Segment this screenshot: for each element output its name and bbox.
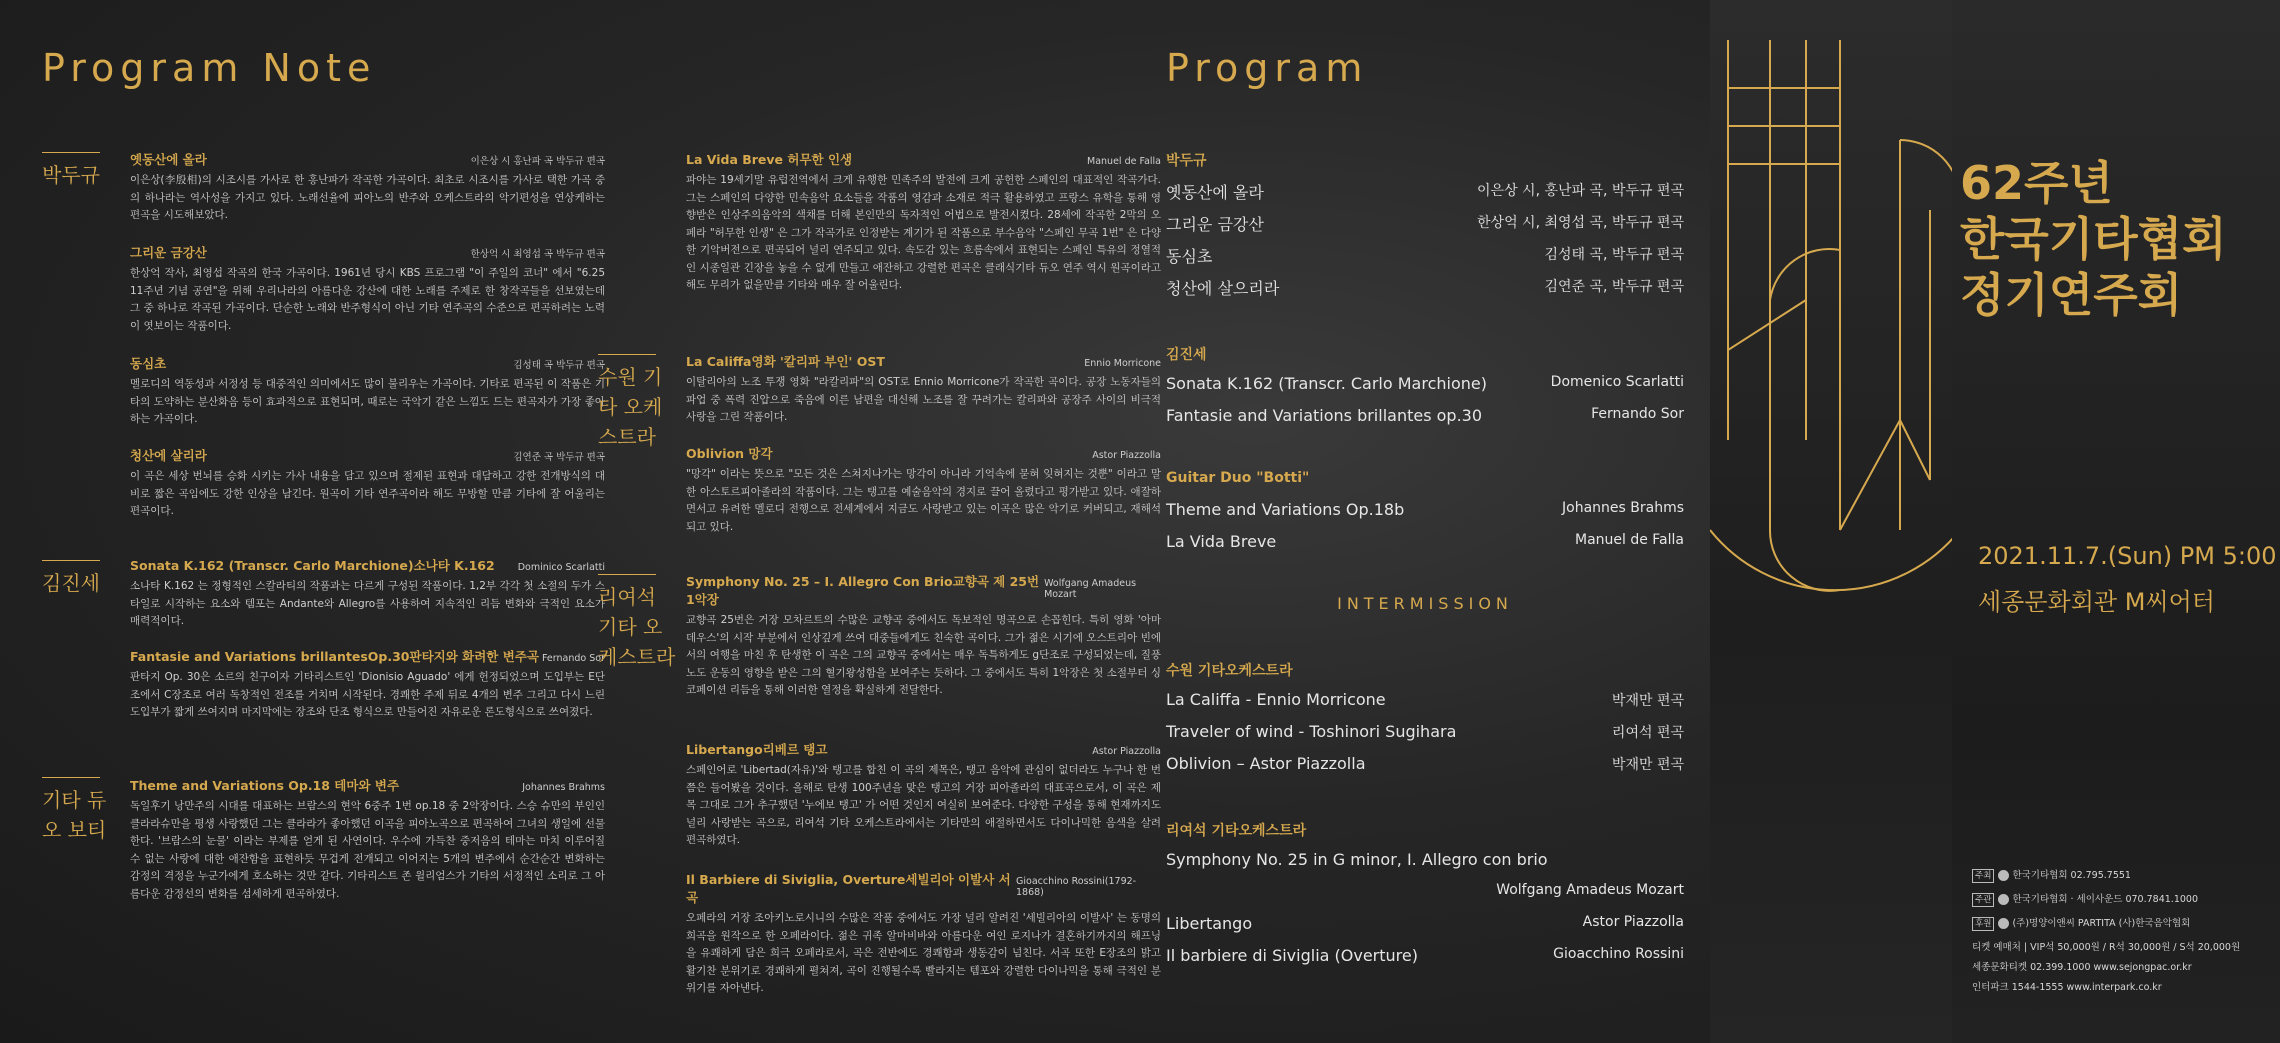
program-piece: La Vida Breve bbox=[1166, 532, 1277, 551]
note-entry bbox=[686, 870, 1161, 998]
program-credit: 한상억 시, 최영섭 곡, 박두규 편곡 bbox=[1477, 215, 1684, 231]
note-entry bbox=[130, 647, 605, 722]
info-text: (주)명양이앤씨 PARTITA (사)한국음악협회 bbox=[2012, 918, 2191, 929]
note-entry bbox=[686, 572, 1161, 700]
note-entry-credits: Gioacchino Rossini(1792-1868) bbox=[1016, 876, 1137, 898]
note-entry-title: 동심초 bbox=[130, 356, 167, 371]
decorative-panel bbox=[1710, 0, 1960, 1043]
info-key: 후원 bbox=[1972, 917, 1994, 931]
intermission-label: INTERMISSION bbox=[1337, 594, 1513, 613]
note-entry-title: Fantasie and Variations brillantesOp.30판타지와 화려한 변주곡 bbox=[130, 649, 539, 664]
program-performer: Guitar Duo "Botti" bbox=[1166, 470, 1310, 486]
cover-title-line: 정기연주회 bbox=[1960, 268, 2183, 322]
program-performer: 김진세 bbox=[1166, 347, 1207, 363]
program-credit: 박재만 편곡 bbox=[1611, 757, 1684, 773]
section-label-botti: 기타 듀오 보티 bbox=[42, 785, 122, 845]
note-entry-credits: Astor Piazzolla bbox=[1092, 450, 1161, 461]
note-entry-body: 이 곡은 세상 번뇌를 승화 시키는 가사 내용을 담고 있으며 절제된 표현과 대담하고 강한 전개방식의 대비로 짧은 곡임에도 강한 인상을 남긴다. 원곡이 기타 연주곡이라 해도 무방할 만큼 기타에 잘 어울리는 편곡이다. bbox=[130, 470, 605, 517]
program-item bbox=[1166, 500, 1684, 519]
note-entry-title: Sonata K.162 (Transcr. Carlo Marchione)소나타 K.162 bbox=[130, 558, 495, 573]
cover-title-line: 62주년 bbox=[1960, 156, 2113, 210]
note-entry-body: 멜로디의 역동성과 서정성 등 대중적인 의미에서도 많이 불리우는 가곡이다. 기타로 편곡된 이 작품은 기타의 도약하는 분산화음 등이 효과적으로 표현되며, 때로는 국악기 같은 느낌도 드는 편곡자가 가장 좋아하는 가곡이다. bbox=[130, 378, 605, 425]
note-entry-body: 판타지 Op. 30은 소르의 친구이자 기타리스트인 'Dionisio Aguado' 에게 헌정되었으며 도입부는 E단조에서 C장조로 여러 독창적인 전조를 거치며 시작된다. 경쾌한 주제 뒤로 4개의 변주 그리고 다시 느린 도입부가 짧게 쓰여지며 마지막에는 장조와 단조 형식으로 만들어진 자유로운 론도형식으로 쓰여졌다. bbox=[130, 671, 605, 718]
note-entry-title: 청산에 살리라 bbox=[130, 448, 207, 463]
program-item bbox=[1166, 406, 1684, 425]
ticket-sejong: 세종문화티켓 02.399.1000 www.sejongpac.or.kr bbox=[1972, 962, 2192, 973]
program-credit: Astor Piazzolla bbox=[1582, 914, 1684, 930]
program-credit: 김성태 곡, 박두규 편곡 bbox=[1544, 247, 1684, 263]
program-piece: Il barbiere di Siviglia (Overture) bbox=[1166, 946, 1418, 965]
note-entry-body: 한상억 작사, 최영섭 작곡의 한국 가곡이다. 1961년 당시 KBS 프로그램 "이 주일의 코너" 에서 "6.25 11주년 기념 공연"을 위해 우리나라의 아름다운 강산에 대한 노래를 주제로 한 창작곡들을 선보였는데 그 중 하나로 작곡된 가곡이다. 단순한 노래와 반주형식이 아닌 기타 연주곡의 수준으로 편곡하려는 노력이 엿보이는 작품이다. bbox=[130, 267, 605, 332]
program-credit: 김연준 곡, 박두규 편곡 bbox=[1544, 279, 1684, 295]
association-logo-icon bbox=[1998, 894, 2009, 905]
note-entry-title: Symphony No. 25 – I. Allegro Con Brio교향곡 제 25번 1악장 bbox=[686, 574, 1040, 607]
note-entry-credits: Dominico Scarlatti bbox=[517, 562, 605, 573]
section-label-suwon: 수원 기타 오케스트라 bbox=[598, 362, 678, 452]
program-title: Program bbox=[1166, 46, 1369, 90]
note-entry bbox=[686, 740, 1161, 850]
program-piece: Fantasie and Variations brillantes op.30 bbox=[1166, 406, 1483, 425]
program-piece: Sonata K.162 (Transcr. Carlo Marchione) bbox=[1166, 374, 1487, 393]
program-credit: Domenico Scarlatti bbox=[1550, 374, 1684, 390]
program-piece: Symphony No. 25 in G minor, I. Allegro con brio bbox=[1166, 850, 1548, 869]
note-entry-title: La Vida Breve 허무한 인생 bbox=[686, 152, 853, 167]
program-item bbox=[1166, 850, 1684, 869]
note-entry bbox=[686, 352, 1161, 427]
note-entry-title: 옛동산에 올라 bbox=[130, 152, 207, 167]
program-credit: 리여석 편곡 bbox=[1611, 725, 1684, 741]
program-piece: Theme and Variations Op.18b bbox=[1166, 500, 1405, 519]
note-entry-title: Theme and Variations Op.18 테마와 변주 bbox=[130, 778, 400, 793]
program-piece: 그리운 금강산 bbox=[1166, 215, 1264, 234]
note-entry-title: Il Barbiere di Siviglia, Overture세빌리아 이발사 서곡 bbox=[686, 872, 1011, 905]
program-piece: Traveler of wind - Toshinori Sugihara bbox=[1166, 722, 1457, 741]
program-item bbox=[1166, 244, 1684, 267]
note-entry bbox=[130, 556, 605, 631]
program-item bbox=[1166, 754, 1684, 774]
program-piece: La Califfa - Ennio Morricone bbox=[1166, 690, 1386, 709]
guitar-strings-ornament bbox=[1710, 0, 1960, 1043]
note-entry-credits: Astor Piazzolla bbox=[1092, 746, 1161, 757]
section-label-kim: 김진세 bbox=[42, 568, 100, 598]
note-entry bbox=[686, 444, 1161, 536]
info-text: 한국기타협회 02.795.7551 bbox=[2012, 870, 2131, 881]
note-entry-body: "망각" 이라는 뜻으로 "모든 것은 스쳐지나가는 망각이 아니라 기억속에 묻혀 잊혀지는 것뿐" 이라고 말한 아스토르피아졸라의 작품이다. 그는 탱고를 예술음악의 경지로 끌어 올렸다고 평가받고 있다. 애잘하면서고 유려한 멜로디 전행으로 전세계에서 지금도 사랑받고 있는 이곡은 많은 악기로 커버되고, 재해석되고 있다. bbox=[686, 468, 1161, 533]
note-entry-title: Libertango리베르 탱고 bbox=[686, 742, 828, 757]
note-entry-credits: Wolfgang Amadeus Mozart bbox=[1044, 578, 1137, 600]
note-entry bbox=[130, 446, 605, 521]
note-entry-body: 소나타 K.162 는 정형적인 스칼라티의 작품과는 다르게 구성된 작품이다. 1,2부 각각 첫 소절의 두가 스타일로 시작하는 요소와 템포는 Andante와 Allegro를 사용하여 지속적인 리듬 변화와 극적인 요소가 매력적이다. bbox=[130, 580, 605, 627]
note-entry-body: 파야는 19세기말 유럽전역에서 크게 유행한 민족주의 발전에 크게 공헌한 스페인의 대표적인 작곡가다. 그는 스페인의 다양한 민속음악 요소들을 작품의 영감과 소재로 적극 활용하였고 프랑스 유학을 통해 영향받은 인상주의음악의 색채를 더해 본인만의 독자적인 어법으로 발전시켰다. 28세에 작곡한 2막의 오페라 "허무한 인생" 은 그가 작곡가로 인정받는 계기가 된 작품으로 부수음악 "스페인 무곡 1번" 은 다양한 기악버전으로 편곡되어 널리 연주되고 있다. 속도감 있는 흐름속에서 표현되는 스페인 특유의 정열적인 시종일관 긴장을 놓을 수 없게 만들고 애잔하고 강렬한 편곡은 클래식기타 듀오 연주 역시 원곡이라고 해도 무리가 없을만큼 기타와 매우 잘 어울린다. bbox=[686, 174, 1161, 291]
cover-info-host bbox=[1972, 866, 2131, 886]
note-entry bbox=[130, 243, 605, 335]
cover-title-line: 한국기타협회 bbox=[1960, 212, 2227, 266]
program-piece: Oblivion – Astor Piazzolla bbox=[1166, 754, 1366, 773]
program-performer: 박두규 bbox=[1166, 153, 1207, 169]
cover-info-organizer bbox=[1972, 890, 2198, 910]
program-piece: 옛동산에 올라 bbox=[1166, 183, 1264, 202]
cover-info-sponsor bbox=[1972, 914, 2190, 934]
note-entry-credits: Fernando Sor bbox=[541, 653, 605, 664]
program-item bbox=[1166, 882, 1684, 898]
concert-venue: 세종문화회관 M씨어터 bbox=[1978, 588, 2215, 616]
program-item bbox=[1166, 722, 1684, 742]
note-entry-body: 교향곡 25번은 거장 모차르트의 수많은 교향곡 중에서도 독보적인 명곡으로 손꼽힌다. 특히 영화 '아마데우스'의 시작 부분에서 인상깊게 쓰여 대중들에게도 친숙한 곡이다. 그가 젊은 시기에 오스트리아 빈에서의 여행을 마친 후 탄생한 이 곡은 그의 교향곡 중에서는 매우 독특하게도 g단조로 구성되었는데, 질풍노도 운동의 영향을 받은 그의 혈기왕성함을 보여주는 듯하다. 그 중에서도 특히 1악장은 첫 소절부터 싱코페이션 리듬을 통해 이러한 열정을 확실하게 전달한다. bbox=[686, 614, 1161, 696]
program-item bbox=[1166, 180, 1684, 203]
info-text: 한국기타협회 · 세이사운드 070.7841.1000 bbox=[2012, 894, 2198, 905]
program-performer: 리여석 기타오케스트라 bbox=[1166, 823, 1307, 839]
program-item bbox=[1166, 690, 1684, 710]
note-entry-title: Oblivion 망각 bbox=[686, 446, 773, 461]
info-key: 주최 bbox=[1972, 869, 1994, 883]
program-item bbox=[1166, 212, 1684, 235]
program-piece: 청산에 살으리라 bbox=[1166, 279, 1280, 298]
note-entry-body: 이탈리아의 노조 투쟁 영화 "라칼리파"의 OST로 Ennio Morricone가 작곡한 곡이다. 공장 노동자들의 파업 중 폭력 진압으로 죽음에 이른 남편을 대신해 노조를 잘 꾸려가는 칼리파와 공장주 사이의 비극적 사랑을 그린 작품이다. bbox=[686, 376, 1161, 423]
note-entry bbox=[686, 150, 1161, 295]
program-credit: 박재만 편곡 bbox=[1611, 693, 1684, 709]
program-piece: Libertango bbox=[1166, 914, 1253, 933]
note-entry-body: 오페라의 거장 조아키노로시니의 수많은 작품 중에서도 가장 널리 알려진 '세빌리아의 이발사' 는 동명의 희곡을 원작으로 한 오페라이다. 젊은 귀족 알마비바와 아름다운 여인 로지나가 결혼하기까지의 해프닝을 유쾌하게 담은 희극 오페라로서, 곡은 전반에도 경쾌함과 생동감이 넘친다. 서곡 또한 E장조의 밝고 활기찬 분위기로 경쾌하게 펼쳐져, 곡이 진행될수록 빨라지는 템포와 강렬한 다이나믹을 통해 극적인 분위기를 자아낸다. bbox=[686, 912, 1161, 994]
program-item bbox=[1166, 532, 1684, 551]
ticket-prices: 티켓 예매처 | VIP석 50,000원 / R석 30,000원 / S석 20,000원 bbox=[1972, 942, 2241, 953]
note-entry-credits: Ennio Morricone bbox=[1084, 358, 1161, 369]
note-entry-title: 그리운 금강산 bbox=[130, 245, 207, 260]
program-item bbox=[1166, 946, 1684, 965]
program-credit: Wolfgang Amadeus Mozart bbox=[1496, 882, 1684, 898]
program-credit: Johannes Brahms bbox=[1562, 500, 1684, 516]
note-entry bbox=[130, 354, 605, 429]
section-label-park: 박두규 bbox=[42, 160, 100, 190]
note-entry-title: La Califfa영화 '칼리파 부인' OST bbox=[686, 354, 885, 369]
program-credit: Gioacchino Rossini bbox=[1553, 946, 1684, 962]
program-credit: 이은상 시, 홍난파 곡, 박두규 편곡 bbox=[1477, 183, 1684, 199]
association-logo-icon bbox=[1998, 870, 2009, 881]
note-entry bbox=[130, 150, 605, 225]
info-key: 주관 bbox=[1972, 893, 1994, 907]
note-entry-credits: Manuel de Falla bbox=[1087, 156, 1161, 167]
program-note-title: Program Note bbox=[42, 46, 377, 90]
note-entry-credits: 김성태 곡 박두규 편곡 bbox=[513, 360, 605, 371]
program-credit: Fernando Sor bbox=[1591, 406, 1684, 422]
section-label-lee: 리여석 기타 오케스트라 bbox=[598, 582, 678, 672]
sponsor-logo-icon bbox=[1998, 918, 2009, 929]
program-item bbox=[1166, 914, 1684, 933]
note-entry-credits: 김연준 곡 박두규 편곡 bbox=[513, 452, 605, 463]
note-entry-body: 스페인어로 'Libertad(자유)'와 탱고를 합친 이 곡의 제목은, 탱고 음악에 관심이 없더라도 누구나 한 번쯤은 들어봤을 것이다. 올해로 탄생 100주년을 맞은 탱고의 거장 피아졸라의 대표곡으로서, 이 곡은 제목 그대로 그가 추구했던 '누에보 탱고' 가 어떤 것인지 여실히 보여준다. 다양한 구성을 통해 현재까지도 널리 사랑받는 곡으로, 리여석 기타 오케스트라에서는 기타만의 애절하면서도 다이나믹한 음색을 살려 편곡하였다. bbox=[686, 764, 1161, 846]
note-entry-credits: 한상억 시 최영섭 곡 박두규 편곡 bbox=[470, 249, 605, 260]
note-entry-body: 독일후기 낭만주의 시대를 대표하는 브람스의 현악 6중주 1번 op.18 중 2악장이다. 스승 슈만의 부인인 클라라슈만을 평생 사랑했던 그는 클라라가 좋아했던 이곡을 피아노곡으로 편곡하여 그녀의 생일에 선물한다. '브람스의 눈물' 이라는 부제를 얻게 된 사연이다. 우수에 가득찬 중저음의 테마는 마치 이루어질 수 없는 사랑에 대한 애잔함을 표현하듯 무겁게 전개되고 이어지는 5개의 변주에서 순간순간 변화하는 감정의 격정을 누군가에게 호소하는 것만 같다. 기타리스트 존 윌리엄스가 기타의 서정적인 소리로 그 아름다운 감정선의 변화를 섬세하게 편곡하였다. bbox=[130, 800, 605, 900]
program-item bbox=[1166, 276, 1684, 299]
program-performer: 수원 기타오케스트라 bbox=[1166, 663, 1293, 679]
note-entry-credits: Johannes Brahms bbox=[522, 782, 605, 793]
note-entry-credits: 이은상 시 홍난파 곡 박두규 편곡 bbox=[470, 156, 605, 167]
program-piece: 동심초 bbox=[1166, 247, 1213, 266]
note-entry bbox=[130, 776, 605, 903]
note-entry-body: 이은상(李殷相)의 시조시를 가사로 한 홍난파가 작곡한 가곡이다. 최초로 시조시를 가사로 택한 가곡 중의 하나라는 역사성을 가지고 있다. 노래선율에 피아노의 반주와 오케스트라의 악기편성을 연상케하는 편곡을 시도해보았다. bbox=[130, 174, 605, 221]
program-credit: Manuel de Falla bbox=[1574, 532, 1684, 548]
concert-date: 2021.11.7.(Sun) PM 5:00 bbox=[1978, 542, 2277, 570]
ticket-interpark: 인터파크 1544-1555 www.interpark.co.kr bbox=[1972, 982, 2162, 993]
program-item bbox=[1166, 374, 1684, 393]
